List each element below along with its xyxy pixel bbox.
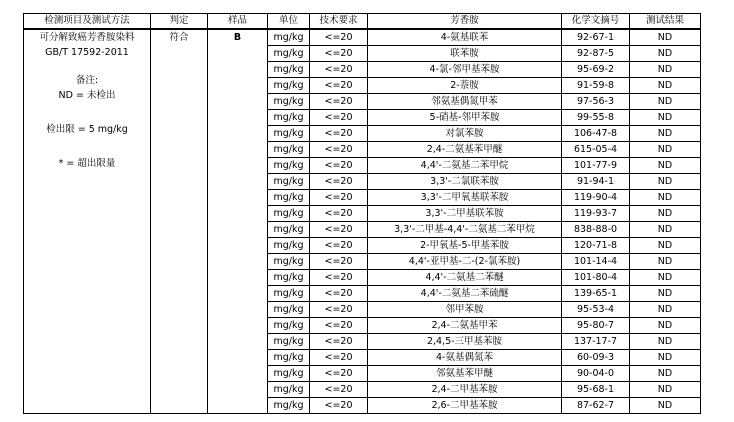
amine-cell: 2,6-二甲基苯胺: [368, 398, 562, 414]
result-cell: ND: [630, 382, 701, 398]
unit-cell: mg/kg: [268, 158, 310, 174]
result-cell: ND: [630, 270, 701, 286]
exceed-limit-legend: * = 超出限量: [58, 158, 116, 169]
requirement-cell: <=20: [310, 254, 368, 270]
header-row: [24, 14, 701, 30]
unit-cell: mg/kg: [268, 142, 310, 158]
result-cell: ND: [630, 334, 701, 350]
requirement-cell: <=20: [310, 78, 368, 94]
unit-cell: mg/kg: [268, 190, 310, 206]
cas-cell: 106-47-8: [562, 126, 630, 142]
amine-cell: 对氯苯胺: [368, 126, 562, 142]
cas-cell: 99-55-8: [562, 110, 630, 126]
nd-legend: ND = 未检出: [58, 90, 116, 101]
result-cell: ND: [630, 286, 701, 302]
cas-cell: 615-05-4: [562, 142, 630, 158]
cas-cell: 95-69-2: [562, 62, 630, 78]
cas-cell: 137-17-7: [562, 334, 630, 350]
result-cell: ND: [630, 174, 701, 190]
result-cell: ND: [630, 110, 701, 126]
result-cell: ND: [630, 254, 701, 270]
unit-cell: mg/kg: [268, 78, 310, 94]
amine-cell: 3,3'-二甲氧基联苯胺: [368, 190, 562, 206]
requirement-cell: <=20: [310, 366, 368, 382]
test-item-cell: [24, 29, 151, 414]
verdict-cell: 符合: [151, 29, 208, 414]
amine-cell: 2,4-二氨基甲苯: [368, 318, 562, 334]
requirement-cell: <=20: [310, 382, 368, 398]
unit-cell: mg/kg: [268, 206, 310, 222]
cas-cell: 101-80-4: [562, 270, 630, 286]
result-cell: ND: [630, 142, 701, 158]
header-verdict: 判定: [151, 14, 208, 30]
requirement-cell: <=20: [310, 62, 368, 78]
result-cell: ND: [630, 158, 701, 174]
amine-cell: 5-硝基-邻甲苯胺: [368, 110, 562, 126]
result-cell: ND: [630, 350, 701, 366]
cas-cell: 91-59-8: [562, 78, 630, 94]
requirement-cell: <=20: [310, 94, 368, 110]
unit-cell: mg/kg: [268, 62, 310, 78]
amine-cell: 2,4-二甲基苯胺: [368, 382, 562, 398]
unit-cell: mg/kg: [268, 110, 310, 126]
result-cell: ND: [630, 190, 701, 206]
amine-cell: 2,4-二氨基苯甲醚: [368, 142, 562, 158]
note-label: 备注:: [75, 75, 99, 86]
header-aromatic-amine: 芳香胺: [368, 14, 562, 30]
result-cell: ND: [630, 302, 701, 318]
cas-cell: 91-94-1: [562, 174, 630, 190]
unit-cell: mg/kg: [268, 302, 310, 318]
result-cell: ND: [630, 46, 701, 62]
header-requirement: 技术要求: [310, 14, 368, 30]
unit-cell: mg/kg: [268, 286, 310, 302]
cas-cell: 92-67-1: [562, 29, 630, 46]
cas-cell: 101-77-9: [562, 158, 630, 174]
result-cell: ND: [630, 29, 701, 46]
result-cell: ND: [630, 126, 701, 142]
header-test-result: 测试结果: [630, 14, 701, 30]
amine-cell: 邻甲苯胺: [368, 302, 562, 318]
result-cell: ND: [630, 366, 701, 382]
test-item-name: 可分解致癌芳香胺染料: [39, 32, 135, 43]
result-cell: ND: [630, 94, 701, 110]
requirement-cell: <=20: [310, 190, 368, 206]
unit-cell: mg/kg: [268, 318, 310, 334]
cas-cell: 97-56-3: [562, 94, 630, 110]
result-cell: ND: [630, 62, 701, 78]
cas-cell: 90-04-0: [562, 366, 630, 382]
amine-cell: 2,4,5-三甲基苯胺: [368, 334, 562, 350]
result-cell: ND: [630, 78, 701, 94]
amine-cell: 3,3'-二甲基联苯胺: [368, 206, 562, 222]
header-unit: 单位: [268, 14, 310, 30]
unit-cell: mg/kg: [268, 350, 310, 366]
test-report-table: [23, 13, 701, 414]
test-method-standard: GB/T 17592-2011: [45, 47, 129, 58]
requirement-cell: <=20: [310, 350, 368, 366]
requirement-cell: <=20: [310, 286, 368, 302]
unit-cell: mg/kg: [268, 254, 310, 270]
cas-cell: 101-14-4: [562, 254, 630, 270]
unit-cell: mg/kg: [268, 94, 310, 110]
header-sample: 样品: [208, 14, 268, 30]
requirement-cell: <=20: [310, 238, 368, 254]
unit-cell: mg/kg: [268, 366, 310, 382]
requirement-cell: <=20: [310, 398, 368, 414]
unit-cell: mg/kg: [268, 126, 310, 142]
unit-cell: mg/kg: [268, 222, 310, 238]
requirement-cell: <=20: [310, 270, 368, 286]
cas-cell: 139-65-1: [562, 286, 630, 302]
amine-cell: 4,4'-二氨基二苯硫醚: [368, 286, 562, 302]
table-row: [24, 29, 701, 46]
requirement-cell: <=20: [310, 158, 368, 174]
amine-cell: 4,4'-亚甲基-二-(2-氯苯胺): [368, 254, 562, 270]
cas-cell: 87-62-7: [562, 398, 630, 414]
amine-cell: 4-氯-邻甲基苯胺: [368, 62, 562, 78]
amine-cell: 4,4'-二氨基二苯甲烷: [368, 158, 562, 174]
requirement-cell: <=20: [310, 46, 368, 62]
requirement-cell: <=20: [310, 222, 368, 238]
result-cell: ND: [630, 238, 701, 254]
unit-cell: mg/kg: [268, 238, 310, 254]
result-cell: ND: [630, 206, 701, 222]
cas-cell: 119-90-4: [562, 190, 630, 206]
detection-limit-note: 检出限 = 5 mg/kg: [46, 124, 128, 135]
cas-cell: 119-93-7: [562, 206, 630, 222]
cas-cell: 838-88-0: [562, 222, 630, 238]
unit-cell: mg/kg: [268, 29, 310, 46]
requirement-cell: <=20: [310, 29, 368, 46]
cas-cell: 120-71-8: [562, 238, 630, 254]
amine-cell: 4-氨基联苯: [368, 29, 562, 46]
requirement-cell: <=20: [310, 142, 368, 158]
requirement-cell: <=20: [310, 302, 368, 318]
requirement-cell: <=20: [310, 318, 368, 334]
unit-cell: mg/kg: [268, 334, 310, 350]
amine-cell: 2-萘胺: [368, 78, 562, 94]
sample-cell: B: [208, 29, 268, 414]
amine-cell: 邻氨基偶氮甲苯: [368, 94, 562, 110]
amine-cell: 邻氨基苯甲醚: [368, 366, 562, 382]
amine-cell: 4-氨基偶氮苯: [368, 350, 562, 366]
cas-cell: 95-53-4: [562, 302, 630, 318]
amine-cell: 3,3'-二甲基-4,4'-二氨基二苯甲烷: [368, 222, 562, 238]
amine-cell: 2-甲氧基-5-甲基苯胺: [368, 238, 562, 254]
unit-cell: mg/kg: [268, 174, 310, 190]
unit-cell: mg/kg: [268, 46, 310, 62]
cas-cell: 92-87-5: [562, 46, 630, 62]
cas-cell: 95-80-7: [562, 318, 630, 334]
unit-cell: mg/kg: [268, 270, 310, 286]
result-cell: ND: [630, 318, 701, 334]
header-cas-number: 化学文摘号: [562, 14, 630, 30]
unit-cell: mg/kg: [268, 382, 310, 398]
unit-cell: mg/kg: [268, 398, 310, 414]
result-cell: ND: [630, 398, 701, 414]
result-cell: ND: [630, 222, 701, 238]
cas-cell: 60-09-3: [562, 350, 630, 366]
cas-cell: 95-68-1: [562, 382, 630, 398]
amine-cell: 3,3'-二氯联苯胺: [368, 174, 562, 190]
header-test-item: 检测项目及测试方法: [24, 14, 151, 30]
requirement-cell: <=20: [310, 206, 368, 222]
amine-cell: 联苯胺: [368, 46, 562, 62]
amine-cell: 4,4'-二氨基二苯醚: [368, 270, 562, 286]
requirement-cell: <=20: [310, 126, 368, 142]
requirement-cell: <=20: [310, 174, 368, 190]
requirement-cell: <=20: [310, 110, 368, 126]
requirement-cell: <=20: [310, 334, 368, 350]
